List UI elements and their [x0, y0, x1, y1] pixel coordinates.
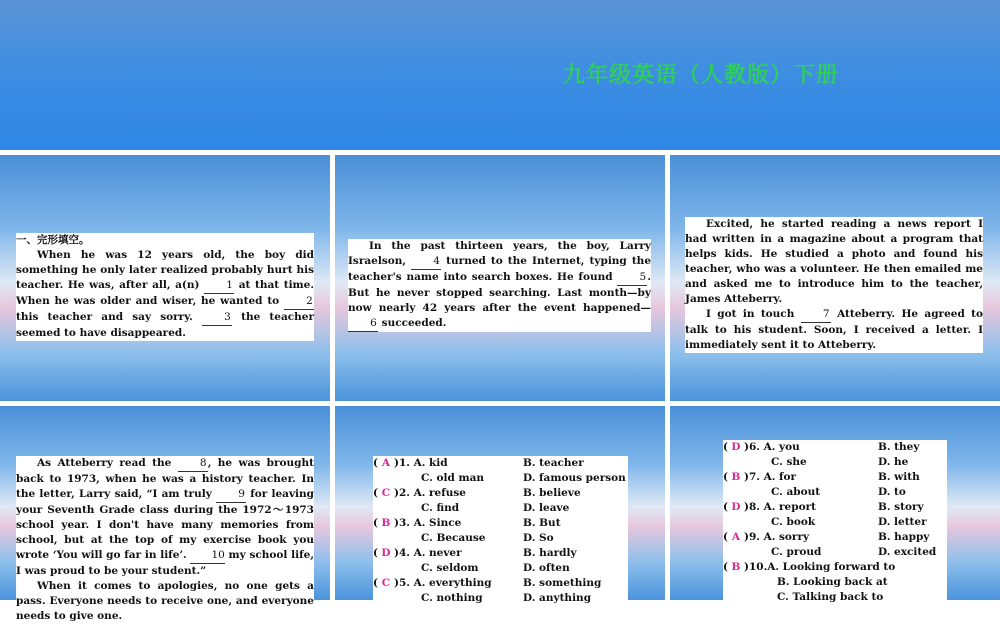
answer-badge: D	[731, 441, 741, 453]
passage-paragraph: In the past thirteen years, the boy, Larry Israelson, 4 turned to the Internet, typing the teacher's name into search boxes. He found 5. But he never stopped searching. Last month—by now nearly 42 years after the event happened— 6 succeeded.	[348, 239, 651, 332]
passage-paragraph: When it comes to apologies, no one gets a pass. Everyone needs to receive one, and everyone needs to give one.	[16, 580, 314, 622]
passage-paragraph: Excited, he started reading a news report I had written in a magazine about a program that helps kids. He studied a photo and found his teacher, who was a volunteer. He then emailed me and asked me to introduce him to the teacher, James Atteberry.	[685, 218, 983, 305]
question-item: ( B )3. A. Since B. But C. Because D. So	[373, 517, 561, 544]
question-item: ( B )7. A. for B. with C. about D. to	[723, 471, 920, 498]
passage-text-3	[685, 217, 983, 353]
blank-5: 5	[617, 270, 647, 286]
answer-badge: D	[731, 501, 741, 513]
slide-panel-2	[335, 155, 665, 401]
answer-badge: C	[381, 487, 391, 499]
question-item: ( A )9. A. sorry B. happy C. proud D. excited	[723, 531, 937, 558]
answer-badge: B	[731, 471, 741, 483]
question-item: ( B ) 10 . A. Looking forward to B. Looking back at C. Talking back to	[723, 561, 896, 603]
blank-2: 2	[284, 294, 314, 310]
question-item: ( D )4. A. never B. hardly C. seldom D. often	[373, 547, 577, 574]
blank-6: 6	[348, 316, 378, 332]
blank-7: 7	[801, 307, 831, 323]
question-item: ( C )2. A. refuse B. believe C. find D. leave	[373, 487, 581, 514]
banner-title: 九年级英语（人教版）下册	[563, 63, 840, 88]
slide-panel-1	[0, 155, 330, 401]
slide-panel-6	[670, 406, 1000, 603]
question-item: ( C )5. A. everything B. something C. nothing D. anything	[373, 577, 602, 604]
passage-paragraph: As Atteberry read the 8, he was brought back to 1973, when he was a history teacher. In the letter, Larry said, “I am truly 9 for leaving your Seventh Grade class during the 1972～1973 school year. I don't have many memories from school, but at the top of my exercise book you wrote ‘You will go far in life’. 10 my school life, I was proud to be your student.”	[16, 457, 315, 577]
blank-10: 10	[190, 548, 224, 564]
passage-text-1	[16, 233, 314, 341]
answer-badge: B	[381, 517, 391, 529]
blank-3: 3	[202, 310, 232, 326]
passage-paragraph: When he was 12 years old, the boy did something he only later realized probably hurt his teacher. He was, after all, a(n) 1 at that time. When he was older and wiser, he wanted to 2 this teacher and say sorry. 3 the teacher seemed to have disappeared.	[16, 249, 315, 339]
slide-panel-4	[0, 406, 330, 622]
section-heading: 一、完形填空。	[16, 234, 90, 246]
blank-9: 9	[216, 487, 246, 503]
options-list-1-5	[373, 456, 628, 606]
slide-panel-3	[670, 155, 1000, 401]
question-item: ( D )8. A. report B. story C. book D. letter	[723, 501, 927, 528]
passage-text-4	[16, 456, 314, 624]
passage-paragraph: I got in touch 7 Atteberry. He agreed to talk to his student. Soon, I received a letter. I immediately sent it to Atteberry.	[685, 308, 984, 351]
question-item: ( A )1. A. kid B. teacher C. old man D. famous person	[373, 457, 626, 484]
answer-badge: C	[381, 577, 391, 589]
answer-badge: A	[381, 457, 391, 469]
slide-panel-5	[335, 406, 665, 604]
question-item: ( D )6. A. you B. they C. she D. he	[723, 441, 920, 468]
blank-4: 4	[411, 254, 441, 270]
passage-text-2	[348, 239, 651, 332]
answer-badge: D	[381, 547, 391, 559]
options-list-6-10	[723, 440, 947, 605]
answer-badge: B	[731, 561, 741, 573]
blank-8: 8	[178, 456, 208, 472]
answer-badge: A	[731, 531, 741, 543]
header-banner	[0, 0, 1000, 150]
blank-1: 1	[204, 278, 234, 294]
